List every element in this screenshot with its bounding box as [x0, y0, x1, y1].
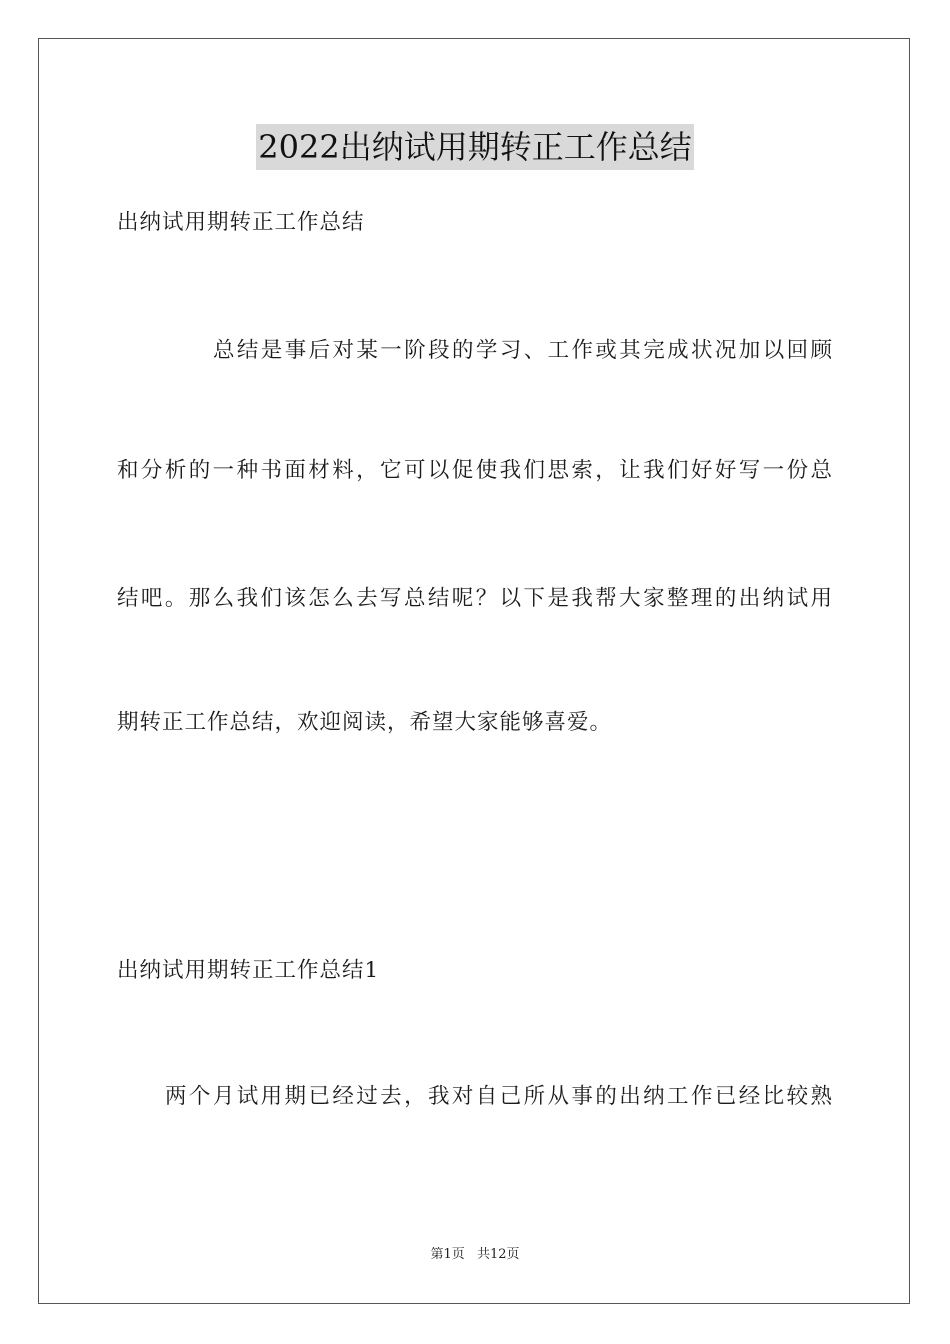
- intro-paragraph-line-2: 和分析的一种书面材料，它可以促使我们思索，让我们好好写一份总: [117, 458, 833, 483]
- document-subtitle: 出纳试用期转正工作总结: [117, 210, 365, 235]
- intro-paragraph-line-4: 期转正工作总结，欢迎阅读，希望大家能够喜爱。: [117, 710, 613, 735]
- document-title: [0, 124, 950, 170]
- section-heading: 出纳试用期转正工作总结1: [117, 958, 380, 983]
- page-footer: [0, 1246, 950, 1264]
- intro-paragraph-line-1: 总结是事后对某一阶段的学习、工作或其完成状况加以回顾: [213, 338, 833, 363]
- document-title-text: 2022出纳试用期转正工作总结: [256, 124, 693, 170]
- page-number: 第1页: [430, 1247, 465, 1262]
- intro-paragraph-line-3: 结吧。那么我们该怎么去写总结呢？以下是我帮大家整理的出纳试用: [117, 586, 833, 611]
- section-paragraph-line-1: 两个月试用期已经过去，我对自己所从事的出纳工作已经比较熟: [165, 1084, 833, 1109]
- page-total: 共12页: [476, 1247, 520, 1262]
